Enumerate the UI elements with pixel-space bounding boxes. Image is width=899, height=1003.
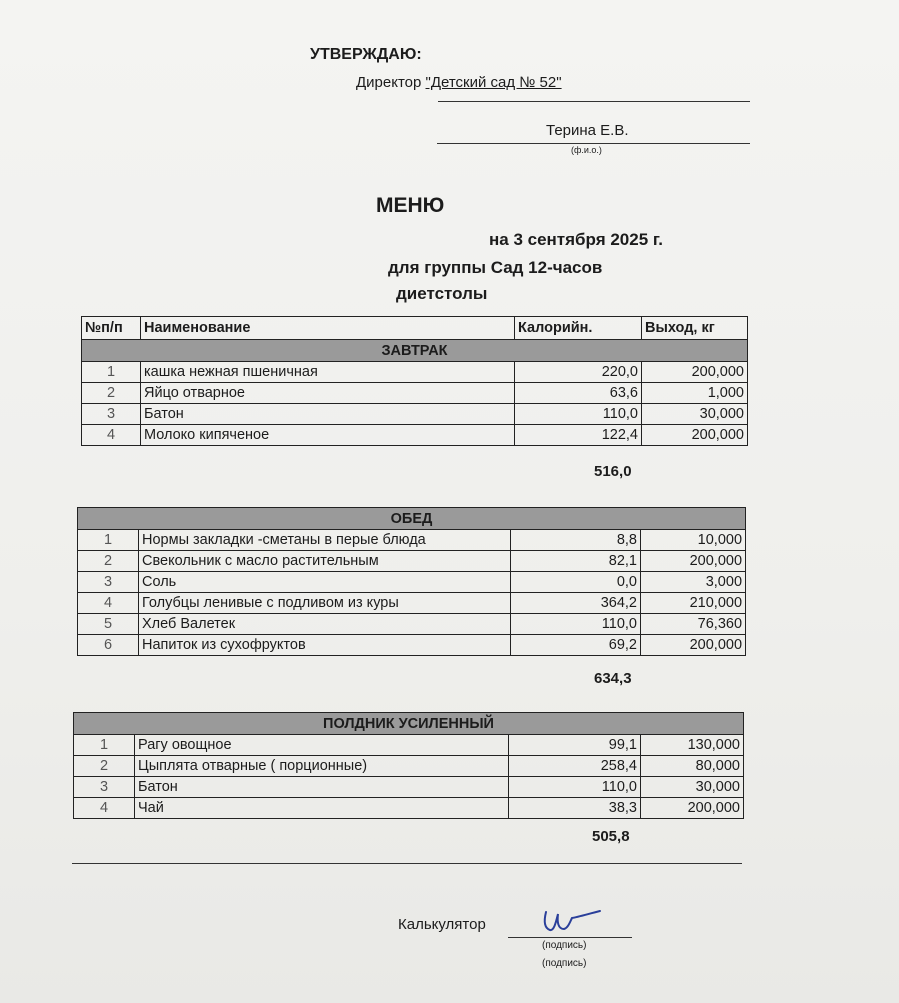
table-row: [78, 530, 746, 551]
dish-calories: 38,3: [509, 798, 641, 819]
dish-calories: 63,6: [515, 383, 642, 404]
section-title-snack: ПОЛДНИК УСИЛЕННЫЙ: [74, 713, 744, 735]
table-row: [78, 593, 746, 614]
section-title-breakfast: ЗАВТРАК: [82, 340, 748, 362]
dish-calories: 364,2: [511, 593, 641, 614]
table-row: [82, 362, 748, 383]
dish-output: 80,000: [641, 756, 744, 777]
snack-total: 505,8: [592, 828, 630, 845]
dish-output: 30,000: [641, 777, 744, 798]
dish-output: 30,000: [642, 404, 748, 425]
row-number: 3: [74, 777, 135, 798]
snack-table: [73, 712, 744, 819]
dish-name: Яйцо отварное: [141, 383, 515, 404]
dish-output: 200,000: [642, 425, 748, 446]
table-row: [74, 756, 744, 777]
row-number: 2: [74, 756, 135, 777]
menu-group: для группы Сад 12-часов: [388, 258, 603, 277]
dish-output: 200,000: [642, 362, 748, 383]
dish-calories: 122,4: [515, 425, 642, 446]
dish-output: 200,000: [641, 551, 746, 572]
menu-date: на 3 сентября 2025 г.: [489, 230, 663, 249]
signature-underline: [508, 937, 632, 938]
dish-calories: 110,0: [515, 404, 642, 425]
section-row: [78, 508, 746, 530]
table-row: [82, 383, 748, 404]
table-row: [78, 572, 746, 593]
dish-name: кашка нежная пшеничная: [141, 362, 515, 383]
menu-title: МЕНЮ: [376, 194, 445, 217]
fio-caption: (ф.и.о.): [571, 145, 602, 155]
dish-name: Соль: [139, 572, 511, 593]
column-header-output: Выход, кг: [642, 317, 748, 340]
breakfast-table: [81, 316, 748, 446]
dish-name: Чай: [135, 798, 509, 819]
column-header-calories: Калорийн.: [515, 317, 642, 340]
calculator-label: Калькулятор: [398, 916, 486, 933]
table-header-row: [82, 317, 748, 340]
row-number: 3: [82, 404, 141, 425]
director-prefix: Директор: [356, 74, 426, 91]
row-number: 1: [78, 530, 139, 551]
dish-name: Напиток из сухофруктов: [139, 635, 511, 656]
section-row: [74, 713, 744, 735]
table-row: [74, 735, 744, 756]
row-number: 4: [78, 593, 139, 614]
signature-caption-2: (подпись): [542, 958, 587, 969]
dish-output: 76,360: [641, 614, 746, 635]
organization-name: "Детский сад № 52": [425, 74, 562, 91]
signature-caption: (подпись): [542, 940, 587, 951]
row-number: 2: [82, 383, 141, 404]
signer-name: Терина Е.В.: [546, 122, 629, 139]
breakfast-total: 516,0: [594, 463, 632, 480]
row-number: 4: [82, 425, 141, 446]
dish-calories: 220,0: [515, 362, 642, 383]
dish-calories: 99,1: [509, 735, 641, 756]
table-row: [78, 551, 746, 572]
dish-name: Хлеб Валетек: [139, 614, 511, 635]
dish-output: 3,000: [641, 572, 746, 593]
dish-name: Голубцы ленивые с подливом из куры: [139, 593, 511, 614]
dish-name: Цыплята отварные ( порционные): [135, 756, 509, 777]
dish-calories: 82,1: [511, 551, 641, 572]
signer-underline: [437, 143, 750, 144]
table-row: [82, 425, 748, 446]
dish-output: 200,000: [641, 635, 746, 656]
footer-divider: [72, 863, 742, 864]
dish-name: Нормы закладки -сметаны в перые блюда: [139, 530, 511, 551]
table-row: [78, 635, 746, 656]
dish-output: 1,000: [642, 383, 748, 404]
dish-calories: 258,4: [509, 756, 641, 777]
dish-calories: 8,8: [511, 530, 641, 551]
row-number: 6: [78, 635, 139, 656]
dish-name: Свекольник с масло растительным: [139, 551, 511, 572]
lunch-table: [77, 507, 746, 656]
dish-output: 200,000: [641, 798, 744, 819]
row-number: 2: [78, 551, 139, 572]
menu-diet: диетстолы: [396, 284, 488, 303]
table-row: [82, 404, 748, 425]
dish-output: 130,000: [641, 735, 744, 756]
dish-name: Батон: [135, 777, 509, 798]
dish-name: Молоко кипяченое: [141, 425, 515, 446]
row-number: 3: [78, 572, 139, 593]
director-underline: [438, 101, 750, 102]
dish-calories: 110,0: [509, 777, 641, 798]
dish-calories: 110,0: [511, 614, 641, 635]
table-row: [78, 614, 746, 635]
table-row: [74, 777, 744, 798]
column-header-name: Наименование: [141, 317, 515, 340]
section-row: [82, 340, 748, 362]
dish-name: Батон: [141, 404, 515, 425]
column-header-num: №п/п: [82, 317, 141, 340]
row-number: 1: [74, 735, 135, 756]
row-number: 4: [74, 798, 135, 819]
dish-output: 10,000: [641, 530, 746, 551]
dish-calories: 0,0: [511, 572, 641, 593]
table-row: [74, 798, 744, 819]
dish-calories: 69,2: [511, 635, 641, 656]
lunch-total: 634,3: [594, 670, 632, 687]
approve-heading: УТВЕРЖДАЮ:: [310, 46, 422, 63]
dish-output: 210,000: [641, 593, 746, 614]
handwritten-signature: [538, 900, 608, 936]
section-title-lunch: ОБЕД: [78, 508, 746, 530]
director-line: [356, 74, 562, 91]
dish-name: Рагу овощное: [135, 735, 509, 756]
row-number: 5: [78, 614, 139, 635]
row-number: 1: [82, 362, 141, 383]
